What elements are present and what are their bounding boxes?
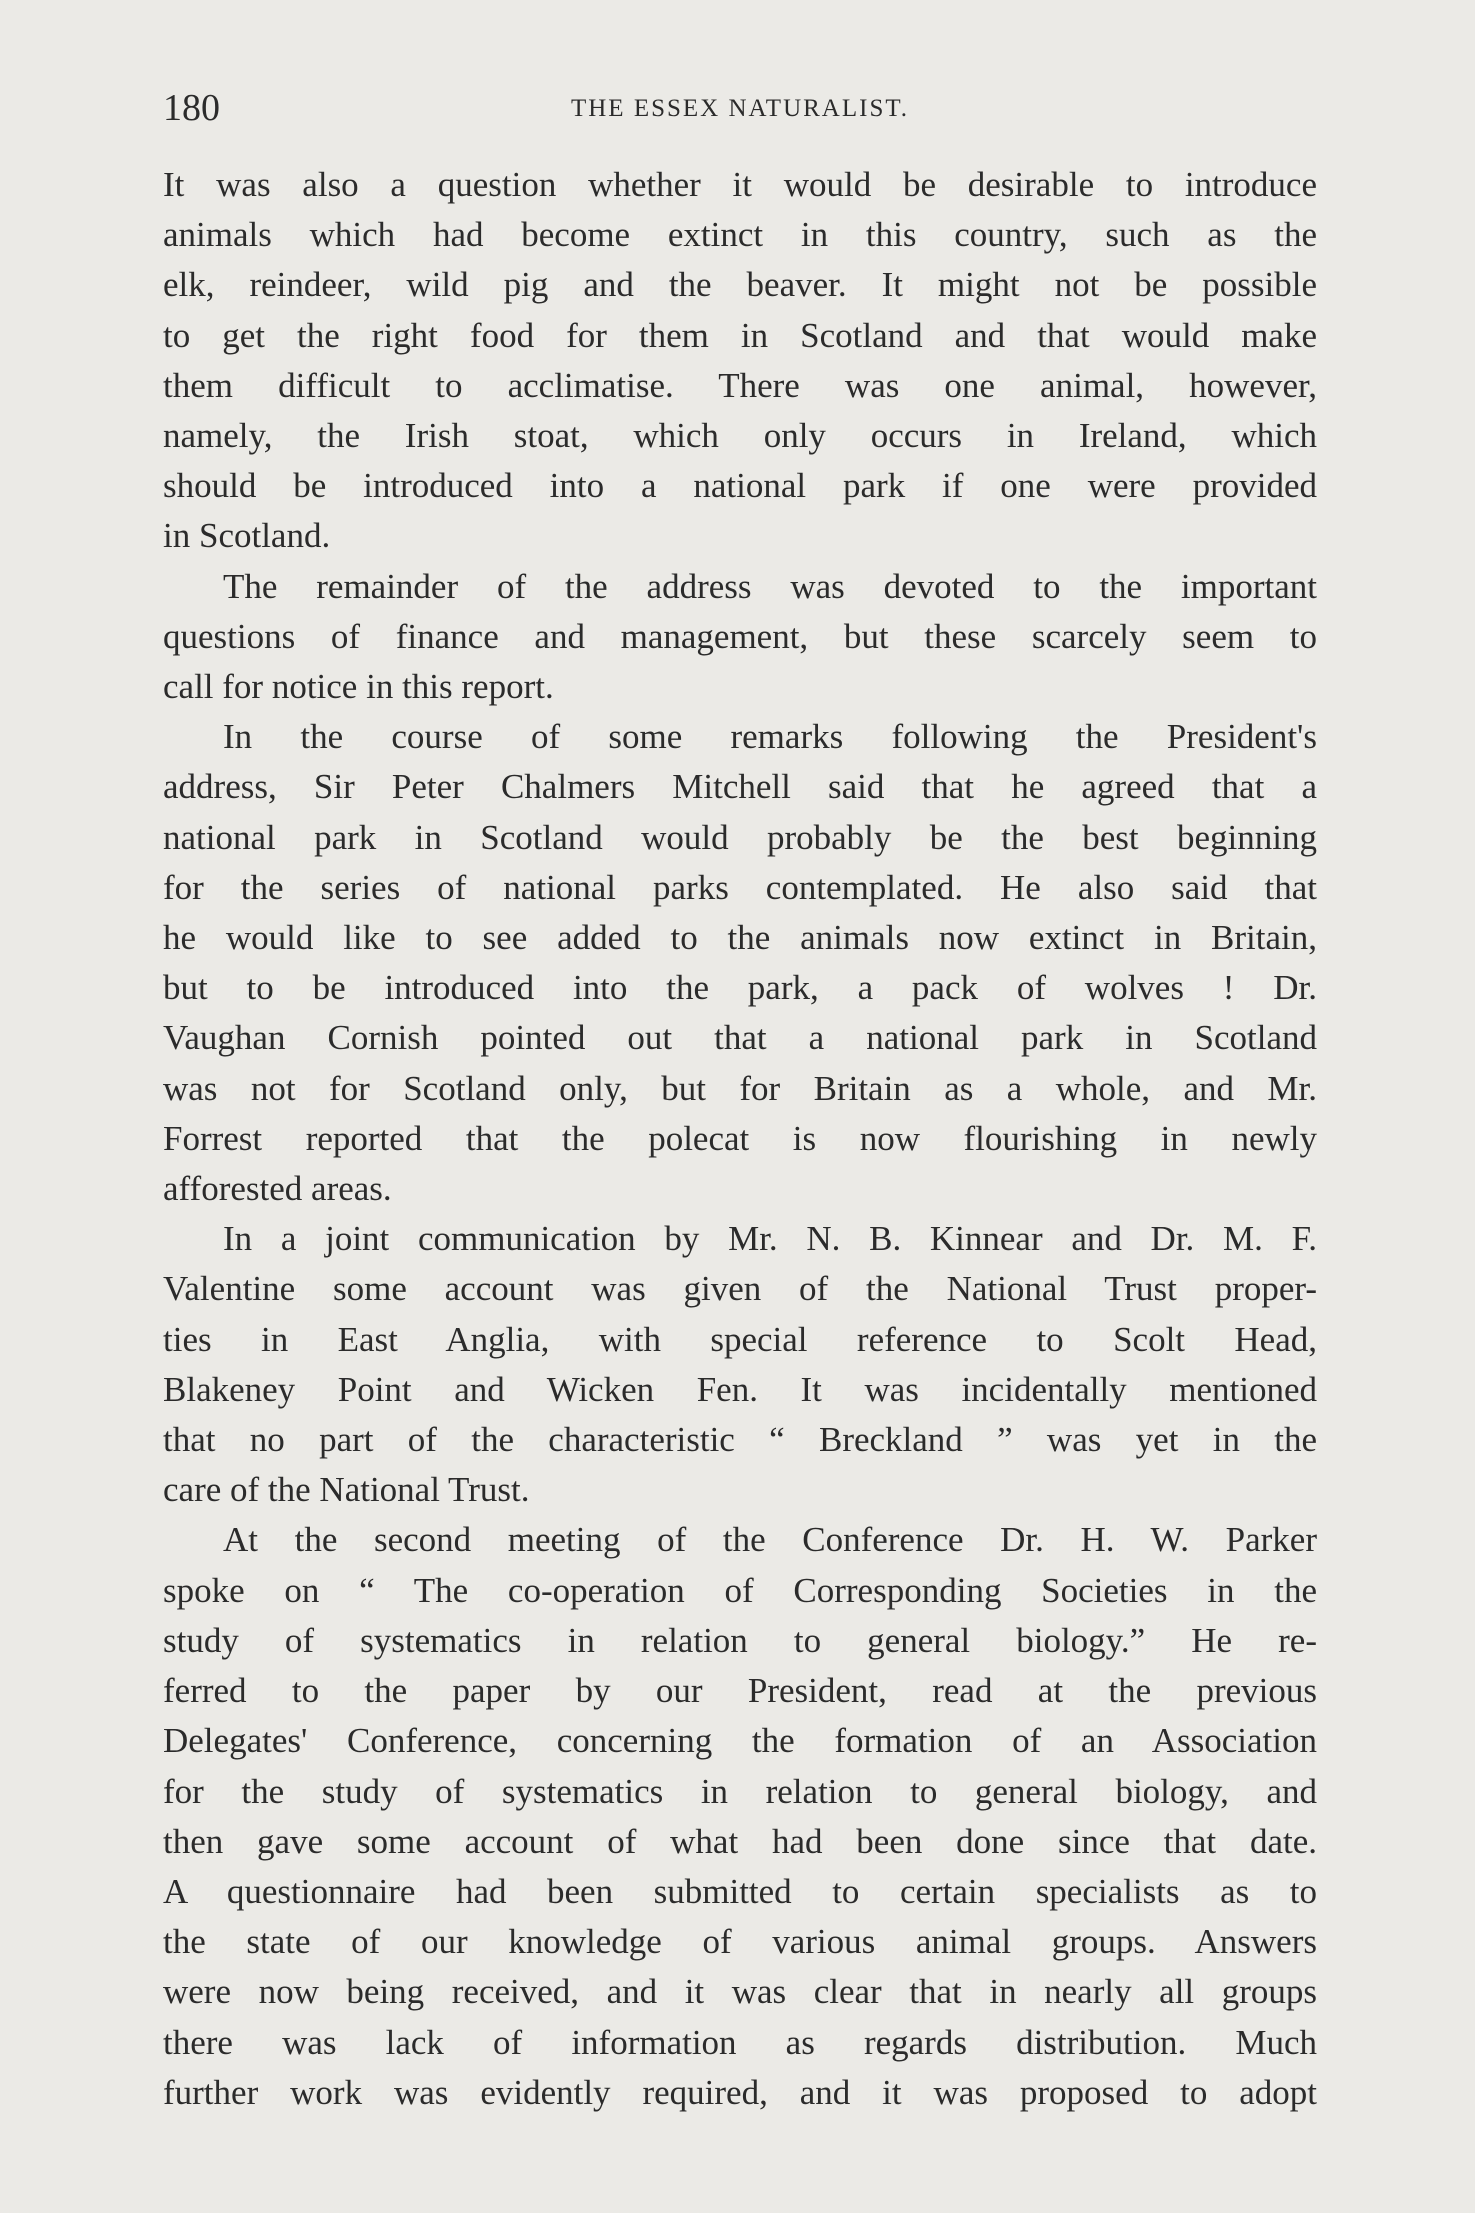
page-header	[163, 88, 1317, 128]
body-text	[163, 160, 1317, 2118]
text-line: address, Sir Peter Chalmers Mitchell said that he agreed that a	[163, 767, 1317, 807]
text-line: Forrest reported that the polecat is now flourishing in newly	[163, 1118, 1317, 1158]
text-line: study of systematics in relation to general biology.” He re-	[163, 1620, 1317, 1660]
text-line: further work was evidently required, and it was proposed to adopt	[163, 2072, 1317, 2112]
text-line: in Scotland.	[163, 516, 331, 556]
text-line: The remainder of the address was devoted to the important	[223, 566, 1317, 606]
text-line: for the series of national parks contemplated. He also said that	[163, 867, 1317, 907]
text-line: namely, the Irish stoat, which only occurs in Ireland, which	[163, 416, 1317, 456]
text-line: them difficult to acclimatise. There was one animal, however,	[163, 365, 1317, 405]
text-line: were now being received, and it was clear that in nearly all groups	[163, 1972, 1317, 2012]
text-line: there was lack of information as regards distribution. Much	[163, 2022, 1317, 2062]
paragraph	[163, 160, 1317, 562]
text-line: In the course of some remarks following the President's	[223, 717, 1317, 757]
text-line: should be introduced into a national park if one were provided	[163, 466, 1317, 506]
text-line: Vaughan Cornish pointed out that a national park in Scotland	[163, 1018, 1317, 1058]
paragraph	[163, 712, 1317, 1214]
text-line: Blakeney Point and Wicken Fen. It was incidentally mentioned	[163, 1369, 1317, 1409]
paragraph	[163, 562, 1317, 713]
text-line: care of the National Trust.	[163, 1470, 530, 1510]
paragraph	[163, 1515, 1317, 2117]
text-line: In a joint communication by Mr. N. B. Kinnear and Dr. M. F.	[223, 1219, 1317, 1259]
text-line: Valentine some account was given of the National Trust proper-	[163, 1269, 1317, 1309]
text-line: but to be introduced into the park, a pack of wolves ! Dr.	[163, 968, 1317, 1008]
text-line: A questionnaire had been submitted to certain specialists as to	[163, 1871, 1317, 1911]
text-line: he would like to see added to the animals now extinct in Britain,	[163, 918, 1317, 958]
text-line: ties in East Anglia, with special reference to Scolt Head,	[163, 1319, 1317, 1359]
text-line: animals which had become extinct in this country, such as the	[163, 215, 1317, 255]
text-line: afforested areas.	[163, 1169, 392, 1209]
text-line: elk, reindeer, wild pig and the beaver. It might not be possible	[163, 265, 1317, 305]
text-line: for the study of systematics in relation to general biology, and	[163, 1771, 1317, 1811]
text-line: At the second meeting of the Conference Dr. H. W. Parker	[223, 1520, 1317, 1560]
text-line: was not for Scotland only, but for Britain as a whole, and Mr.	[163, 1068, 1317, 1108]
text-line: questions of finance and management, but these scarcely seem to	[163, 616, 1317, 656]
text-line: It was also a question whether it would be desirable to introduce	[163, 165, 1317, 204]
text-line: that no part of the characteristic “ Breckland ” was yet in the	[163, 1420, 1317, 1460]
text-line: call for notice in this report.	[163, 667, 554, 707]
text-line: to get the right food for them in Scotland and that would make	[163, 315, 1317, 355]
page-number: 180	[163, 87, 220, 129]
text-line: national park in Scotland would probably be the best beginning	[163, 817, 1317, 857]
text-line: the state of our knowledge of various animal groups. Answers	[163, 1922, 1317, 1962]
text-line: spoke on “ The co-operation of Corresponding Societies in the	[163, 1570, 1317, 1610]
text-line: Delegates' Conference, concerning the formation of an Association	[163, 1721, 1317, 1761]
running-title: THE ESSEX NATURALIST.	[570, 95, 910, 122]
paragraph	[163, 1214, 1317, 1515]
text-line: then gave some account of what had been done since that date.	[163, 1821, 1317, 1861]
text-line: ferred to the paper by our President, read at the previous	[163, 1671, 1317, 1711]
